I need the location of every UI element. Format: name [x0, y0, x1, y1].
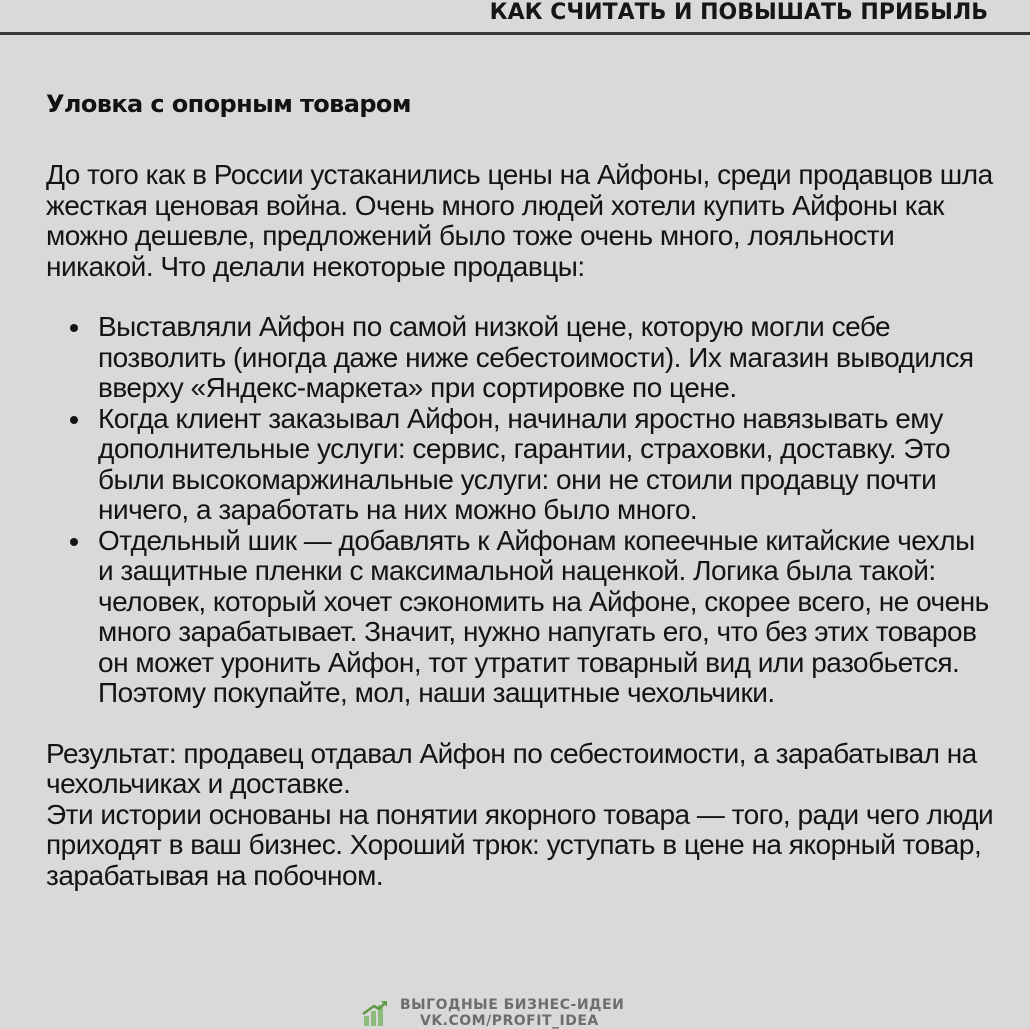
bullet-item — [46, 404, 996, 526]
bullet-text: Выставляли Айфон по самой низкой цене, которую могли себе позволить (иногда даже ниже себестоимости). Их магазин выводился вверху «Яндекс-маркета» при сортировке по цене. — [98, 311, 974, 403]
footer-brand: ВЫГОДНЫЕ БИЗНЕС-ИДЕИ — [400, 997, 625, 1013]
footer-watermark — [362, 994, 662, 1029]
bullet-text: Отдельный шик — добавлять к Айфонам копеечные китайские чехлы и защитные пленки с максимальной наценкой. Логика была такой: человек, который хочет сэкономить на Айфоне, скорее всего, не очень много зарабатывает. Значит, нужно напугать его, что без этих товаров он может уронить Айфон, тот утратит товарный вид или разобьется. Поэтому покупайте, мол, наши защитные чехольчики. — [98, 524, 989, 708]
header-bar — [0, 0, 1030, 36]
article-result: Результат: продавец отдавал Айфон по себестоимости, а зарабатывал на чехольчиках и доставке. — [46, 737, 977, 799]
article-heading: Уловка с опорным товаром — [46, 90, 411, 118]
header-title: КАК СЧИТАТЬ И ПОВЫШАТЬ ПРИБЫЛЬ — [489, 0, 988, 25]
article — [46, 86, 996, 891]
article-conclusion: Эти истории основаны на понятии якорного товара — того, ради чего люди приходят в ваш бизнес. Хороший трюк: уступать в цене на якорный товар, зарабатывая на побочном. — [46, 798, 994, 891]
bullet-item — [46, 526, 996, 709]
bullet-dot-icon — [70, 324, 78, 332]
bullet-dot-icon — [70, 538, 78, 546]
bullet-list — [46, 312, 996, 709]
header-divider — [0, 32, 1030, 35]
growth-arrow-icon — [362, 1000, 388, 1026]
bullet-dot-icon — [70, 416, 78, 424]
bullet-text: Когда клиент заказывал Айфон, начинали яростно навязывать ему дополнительные услуги: сервис, гарантии, страховки, доставку. Это были высокомаржинальные услуги: они не стоили продавцу почти ничего, а заработать на них можно было много. — [98, 402, 951, 525]
footer-link[interactable]: VK.COM/PROFIT_IDEA — [420, 1013, 599, 1029]
bullet-item — [46, 312, 996, 404]
article-intro: До того как в России устаканились цены на Айфоны, среди продавцов шла жесткая ценовая война. Очень много людей хотели купить Айфоны как можно дешевле, предложений было тоже очень много, лояльности никакой. Что делали некоторые продавцы: — [46, 159, 993, 282]
